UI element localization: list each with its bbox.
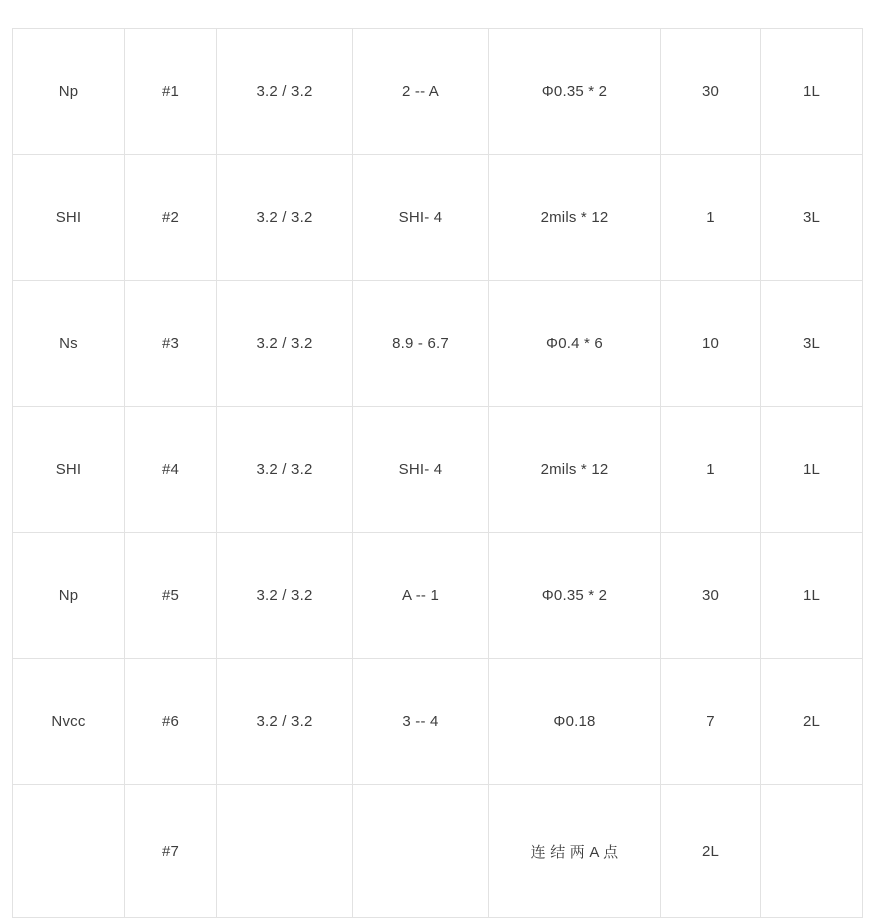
table-row xyxy=(13,533,863,659)
cell-terminals: SHI- 4 xyxy=(353,407,489,533)
cell-turns: 10 xyxy=(661,281,761,407)
cell-winding: Ns xyxy=(13,281,125,407)
cell-wire-size: 连 结 两 A 点 xyxy=(489,785,661,918)
cell-wire-spec: 3.2 / 3.2 xyxy=(217,659,353,785)
cell-wire-size: 2mils * 12 xyxy=(489,407,661,533)
table-row xyxy=(13,281,863,407)
cell-wire-size: Φ0.35 * 2 xyxy=(489,533,661,659)
cell-pin-no: #3 xyxy=(125,281,217,407)
cell-wire-spec: 3.2 / 3.2 xyxy=(217,29,353,155)
cell-wire-size: Φ0.4 * 6 xyxy=(489,281,661,407)
cell-wire-spec: 3.2 / 3.2 xyxy=(217,155,353,281)
cell-winding: Np xyxy=(13,29,125,155)
winding-table-container xyxy=(12,28,862,918)
table-row xyxy=(13,785,863,918)
cell-pin-no: #4 xyxy=(125,407,217,533)
cell-layers: 3L xyxy=(761,155,863,281)
cell-wire-spec: 3.2 / 3.2 xyxy=(217,281,353,407)
cell-layers: 1L xyxy=(761,533,863,659)
cell-terminals: 3 -- 4 xyxy=(353,659,489,785)
cell-wire-spec: 3.2 / 3.2 xyxy=(217,407,353,533)
cell-wire-spec: 3.2 / 3.2 xyxy=(217,533,353,659)
cell-terminals: SHI- 4 xyxy=(353,155,489,281)
cell-winding: SHI xyxy=(13,407,125,533)
cell-terminals: 2 -- A xyxy=(353,29,489,155)
cell-layers xyxy=(761,785,863,918)
cell-turns: 7 xyxy=(661,659,761,785)
cell-winding xyxy=(13,785,125,918)
cell-pin-no: #1 xyxy=(125,29,217,155)
cell-layers: 1L xyxy=(761,407,863,533)
cell-layers: 1L xyxy=(761,29,863,155)
cell-wire-spec xyxy=(217,785,353,918)
cell-layers: 2L xyxy=(761,659,863,785)
cell-pin-no: #7 xyxy=(125,785,217,918)
cell-layers: 3L xyxy=(761,281,863,407)
cell-turns: 30 xyxy=(661,533,761,659)
cell-wire-size: Φ0.18 xyxy=(489,659,661,785)
cell-terminals: A -- 1 xyxy=(353,533,489,659)
cell-terminals: 8.9 - 6.7 xyxy=(353,281,489,407)
cell-pin-no: #2 xyxy=(125,155,217,281)
cell-turns: 2L xyxy=(661,785,761,918)
cell-turns: 1 xyxy=(661,407,761,533)
table-row xyxy=(13,407,863,533)
cell-turns: 30 xyxy=(661,29,761,155)
cell-turns: 1 xyxy=(661,155,761,281)
table-row xyxy=(13,155,863,281)
winding-table xyxy=(12,28,863,918)
cell-terminals xyxy=(353,785,489,918)
cell-wire-size: 2mils * 12 xyxy=(489,155,661,281)
table-row xyxy=(13,659,863,785)
cell-pin-no: #6 xyxy=(125,659,217,785)
cell-winding: Nvcc xyxy=(13,659,125,785)
cell-winding: Np xyxy=(13,533,125,659)
cell-wire-size: Φ0.35 * 2 xyxy=(489,29,661,155)
cell-pin-no: #5 xyxy=(125,533,217,659)
table-row xyxy=(13,29,863,155)
cell-winding: SHI xyxy=(13,155,125,281)
